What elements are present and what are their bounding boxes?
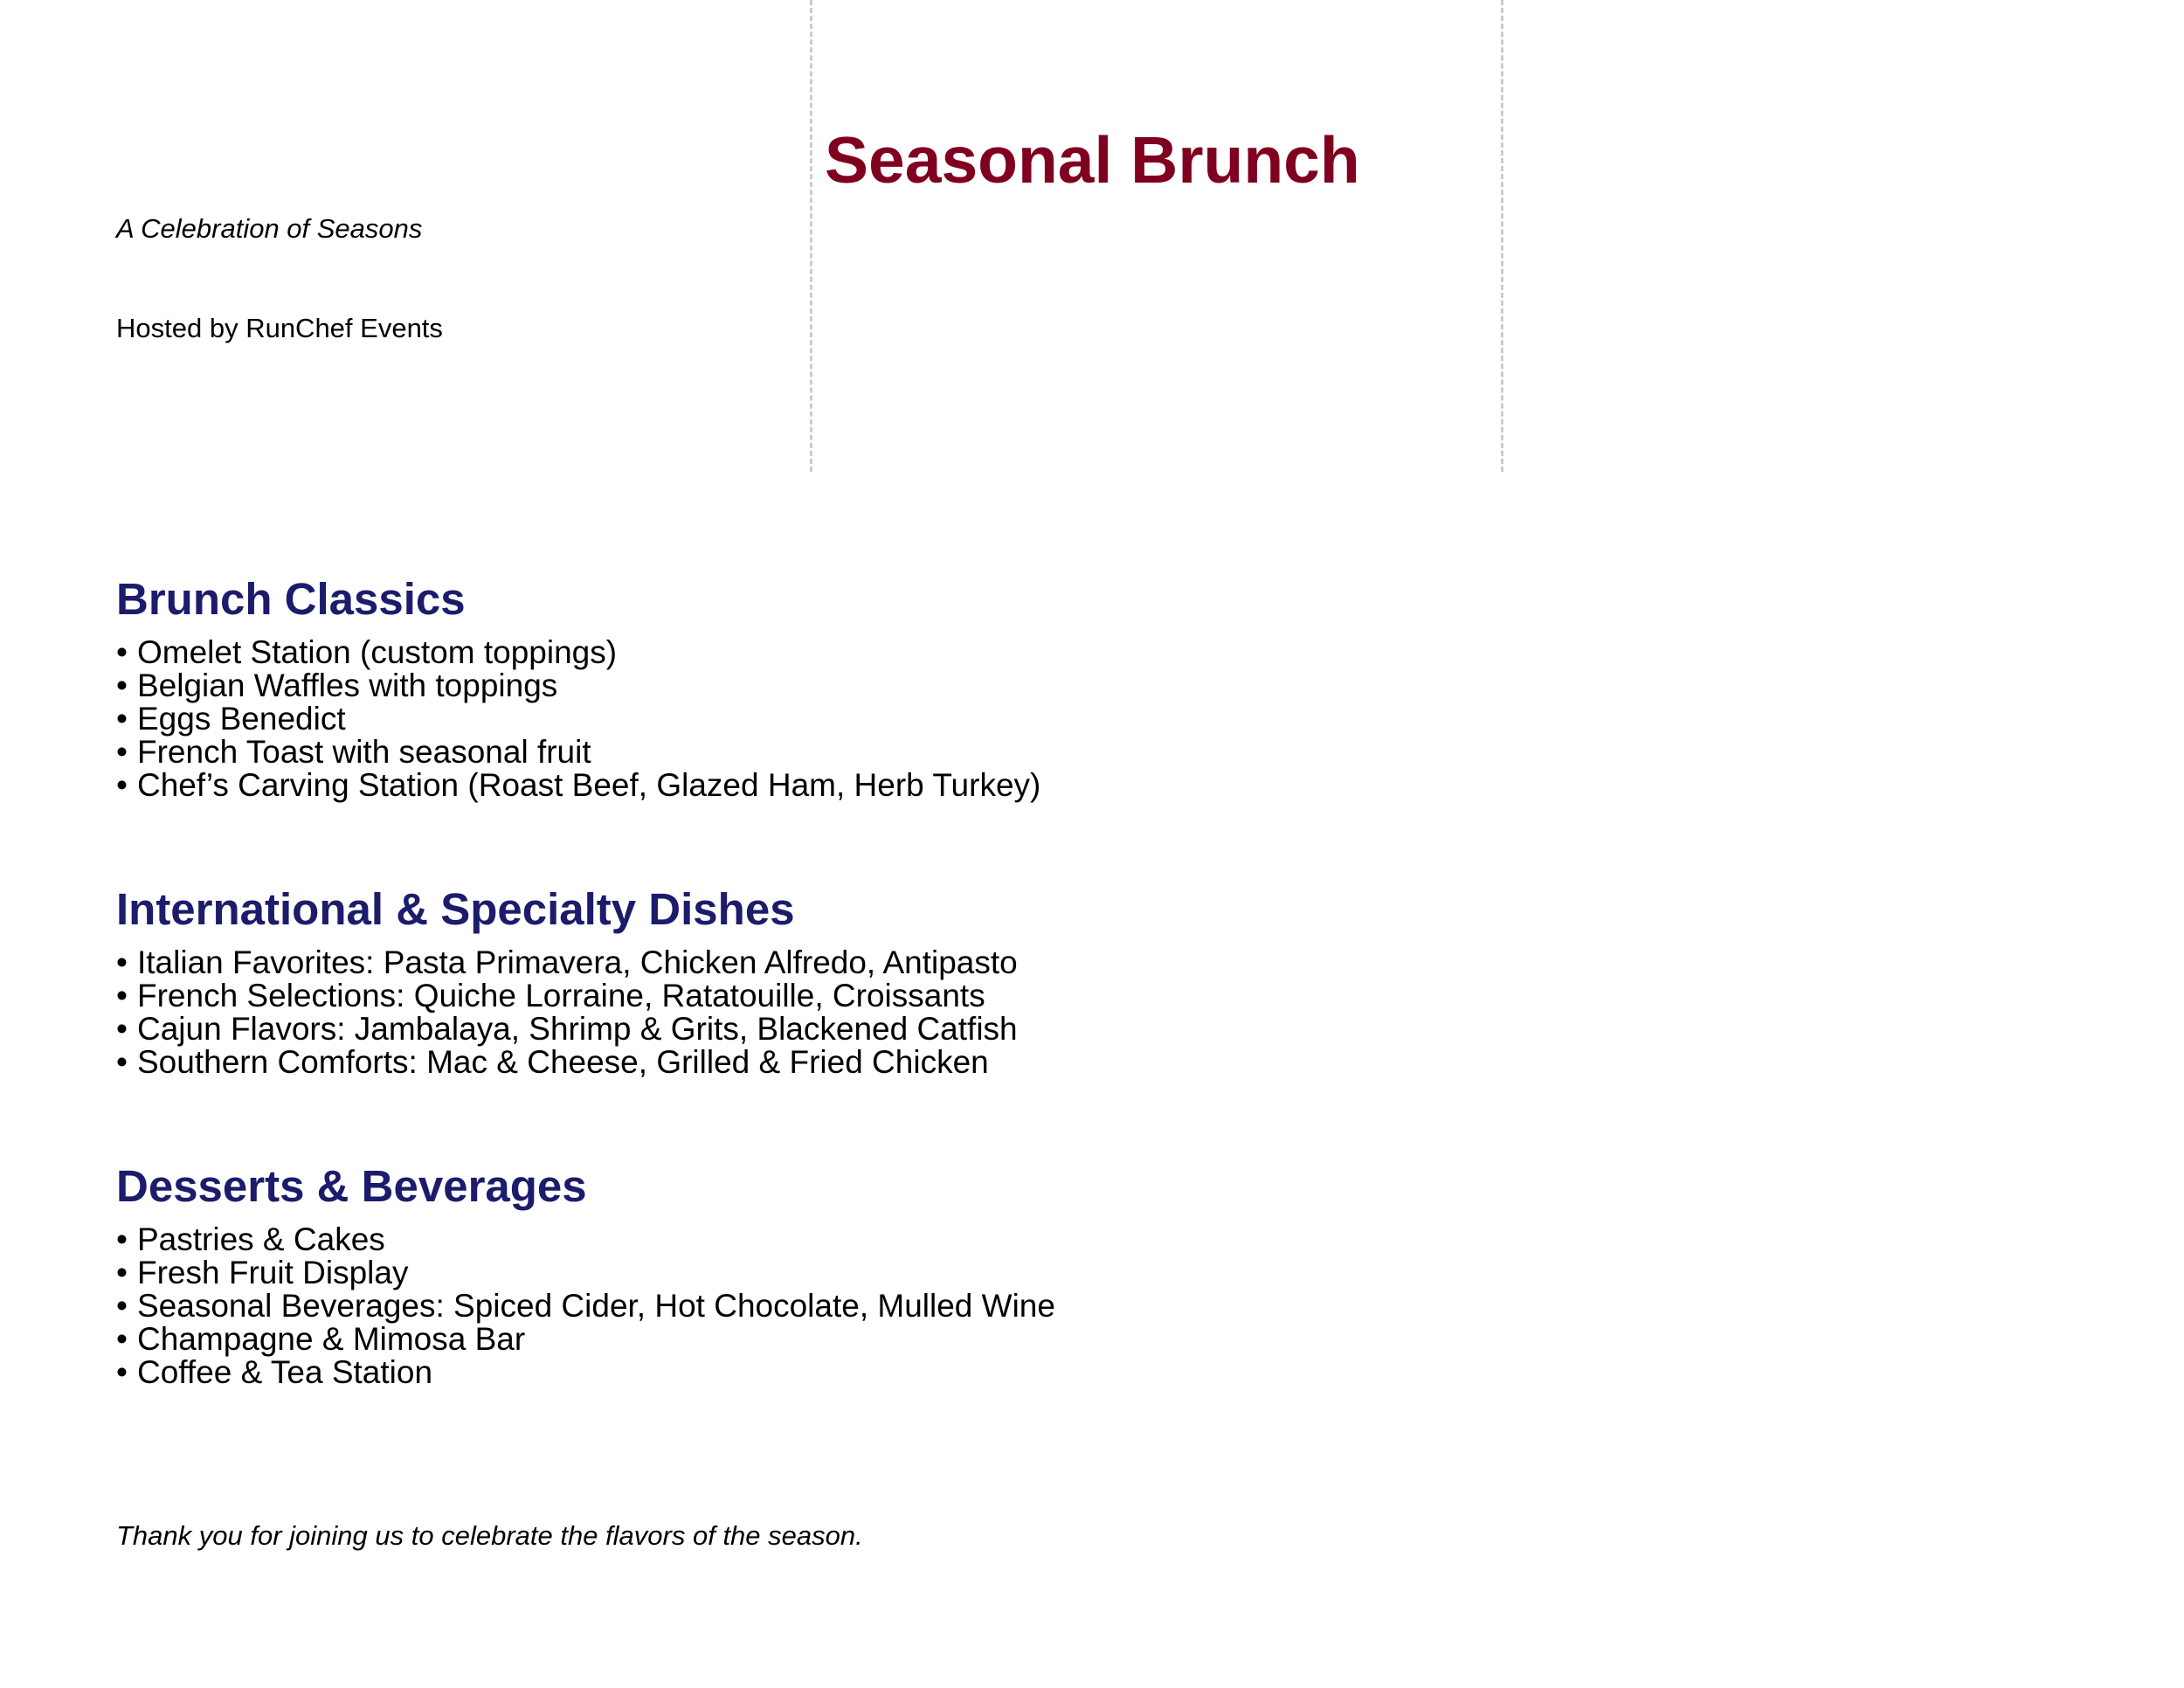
list-item: • Pastries & Cakes <box>116 1221 385 1257</box>
menu-list <box>116 946 1427 1079</box>
list-item: • Coffee & Tea Station <box>116 1354 433 1390</box>
list-item: • Eggs Benedict <box>116 701 346 737</box>
list-item: • Chef’s Carving Station (Roast Beef, Glazed Ham, Herb Turkey) <box>116 767 1041 803</box>
list-item: • Cajun Flavors: Jambalaya, Shrimp & Grits, Blackened Catfish <box>116 1011 1018 1047</box>
menu-list <box>116 636 1427 802</box>
list-item: • Seasonal Beverages: Spiced Cider, Hot Chocolate, Mulled Wine <box>116 1288 1055 1324</box>
fold-line-left <box>810 0 812 472</box>
section-heading: Desserts & Beverages <box>116 1161 587 1211</box>
list-item: • Champagne & Mimosa Bar <box>116 1321 526 1357</box>
menu-title: Seasonal Brunch <box>825 123 1360 197</box>
list-item: • French Toast with seasonal fruit <box>116 734 591 770</box>
list-item: • Belgian Waffles with toppings <box>116 668 558 703</box>
list-item: • French Selections: Quiche Lorraine, Ratatouille, Croissants <box>116 978 985 1013</box>
section-brunch-classics <box>116 573 1427 802</box>
list-item: • Italian Favorites: Pasta Primavera, Chicken Alfredo, Antipasto <box>116 944 1018 980</box>
list-item: • Fresh Fruit Display <box>116 1255 409 1290</box>
section-international-specialty <box>116 883 1427 1079</box>
fold-line-right <box>1501 0 1503 472</box>
list-item: • Omelet Station (custom toppings) <box>116 634 618 670</box>
host-line: Hosted by RunChef Events <box>116 313 443 343</box>
list-item: • Southern Comforts: Mac & Cheese, Grilled & Fried Chicken <box>116 1044 989 1080</box>
section-desserts-beverages <box>116 1160 1427 1389</box>
closing-note: Thank you for joining us to celebrate the flavors of the season. <box>116 1520 863 1551</box>
menu-subtitle: A Celebration of Seasons <box>116 213 423 244</box>
section-heading: International & Specialty Dishes <box>116 884 795 934</box>
menu-list <box>116 1223 1427 1389</box>
section-heading: Brunch Classics <box>116 574 466 624</box>
